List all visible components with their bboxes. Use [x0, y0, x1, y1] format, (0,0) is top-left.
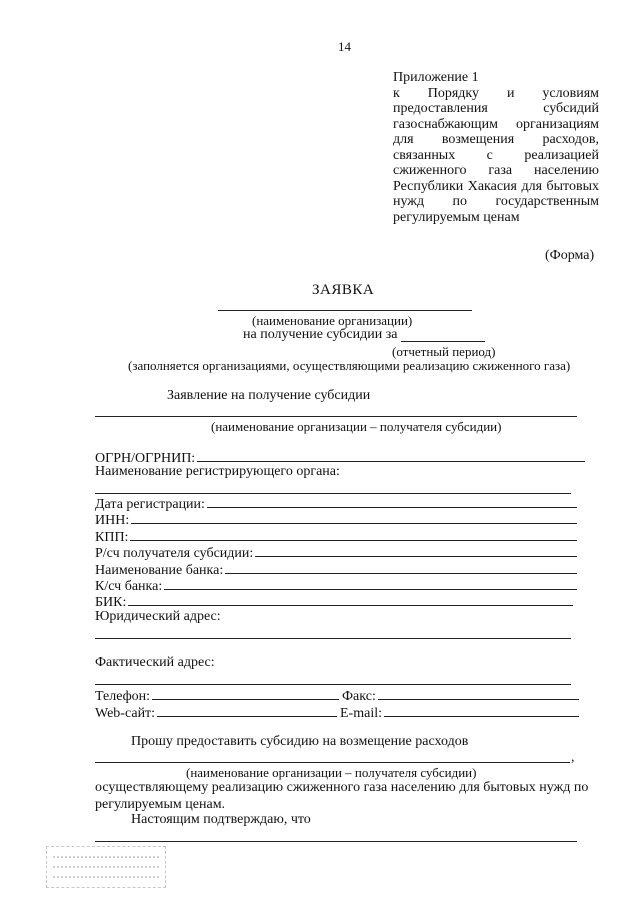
appendix-line: предоставления субсидий [393, 101, 599, 116]
faint-stamp-mark [46, 846, 166, 888]
confirm-text: Настоящим подтверждаю, что [131, 812, 311, 827]
statement-title: Заявление на получение субсидии [167, 388, 371, 403]
email-label: E-mail: [340, 706, 382, 721]
bank-name-label: Наименование банка: [95, 563, 224, 578]
appendix-line: газоснабжающим организациям [393, 116, 599, 132]
appendix-line: для возмещения расходов, [393, 132, 599, 147]
appendix-line: связанных с реализацией [393, 147, 599, 163]
appendix-line: нужд по государственным [393, 194, 599, 209]
subsidy-for-label: на получение субсидии за [243, 327, 398, 342]
registering-body-line [95, 493, 571, 494]
period-caption: (отчетный период) [392, 344, 496, 359]
registering-body-label: Наименование регистрирующего органа: [95, 464, 340, 479]
phone-label: Телефон: [95, 689, 151, 704]
inn-label: ИНН: [95, 513, 130, 528]
form-label: (Форма) [545, 248, 595, 263]
website-label: Web-сайт: [95, 706, 156, 721]
appendix-line: к Порядку и условиям [393, 85, 599, 101]
appendix-line: Приложение 1 [393, 70, 479, 85]
org-name-line [218, 310, 472, 311]
page-number: 14 [338, 39, 351, 54]
actual-address-line [95, 684, 571, 685]
period-line [401, 341, 485, 342]
request-org-line [95, 762, 570, 763]
request-comma: , [571, 750, 575, 765]
actual-address-label: Фактический адрес: [95, 655, 215, 670]
appendix-line: сжиженного газа населению [393, 163, 599, 178]
inn-field [95, 511, 577, 530]
request-text: осуществляющему реализацию сжиженного газа населению для бытовых нужд по регулируемым ценам. [95, 780, 589, 812]
appendix-line: регулируемым ценам [393, 209, 520, 225]
recipient-caption: (наименование организации – получателя субсидии) [211, 419, 502, 434]
document-title: ЗАЯВКА [312, 282, 375, 298]
kpp-label: КПП: [95, 530, 129, 545]
org-name-caption: (наименование организации) [252, 313, 413, 328]
request-caption: (наименование организации – получателя субсидии) [186, 765, 477, 780]
fax-label: Факс: [342, 689, 376, 704]
email-field [340, 704, 579, 723]
legal-address-line [95, 638, 571, 639]
phone-field [95, 687, 339, 706]
recipient-name-line [95, 416, 577, 417]
account-field [95, 544, 577, 563]
legal-address-label: Юридический адрес: [95, 609, 221, 624]
reg-date-label: Дата регистрации: [95, 497, 205, 512]
corr-account-label: К/сч банка: [95, 579, 163, 594]
fax-field [342, 687, 579, 706]
ogrn-label: ОГРН/ОГРНИП: [95, 451, 196, 466]
appendix-reference-block [393, 70, 599, 225]
bik-label: БИК: [95, 595, 127, 610]
account-label: Р/сч получателя субсидии: [95, 546, 254, 561]
website-field [95, 704, 337, 723]
filled-by-caption: (заполняется организациями, осуществляющими реализацию сжиженного газа) [128, 358, 571, 373]
appendix-line: Республики Хакасия для бытовых [393, 178, 599, 194]
confirm-line [95, 841, 577, 842]
request-intro: Прошу предоставить субсидию на возмещение расходов [131, 734, 469, 749]
